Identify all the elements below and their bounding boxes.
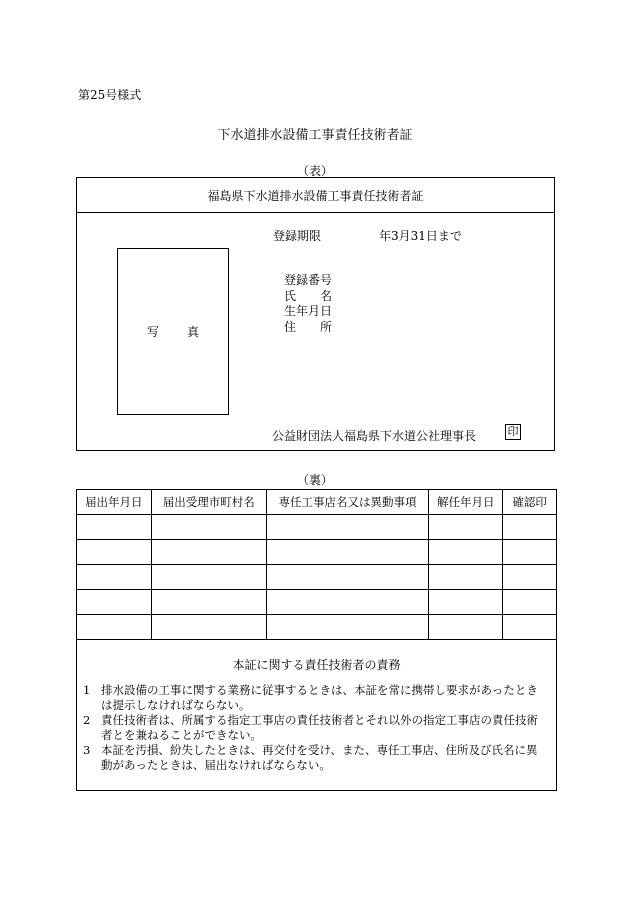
table-cell (77, 615, 151, 640)
table-cell (503, 540, 556, 565)
header-receiving-municipality: 届出受理市町村名 (151, 490, 266, 515)
table-cell (503, 615, 556, 640)
back-side-label: （裏） (296, 473, 333, 487)
table-cell (429, 540, 503, 565)
header-confirmation-seal: 確認印 (503, 490, 556, 515)
field-registration-number: 登録番号 (284, 273, 333, 287)
table-cell (151, 615, 266, 640)
table-cell (266, 565, 428, 590)
certificate-back (76, 489, 557, 791)
duties-list (83, 683, 549, 773)
header-notification-date: 届出年月日 (77, 490, 151, 515)
table-cell (77, 515, 151, 540)
table-cell (266, 590, 428, 615)
change-record-table (77, 490, 556, 640)
table-cell (266, 515, 428, 540)
header-contractor-or-change: 専任工事店名又は異動事項 (266, 490, 428, 515)
registration-period-label: 登録期限 (273, 229, 322, 243)
seal-mark: 印 (505, 424, 521, 440)
table-row (77, 615, 556, 640)
table-cell (429, 590, 503, 615)
table-cell (151, 540, 266, 565)
table-cell (266, 615, 428, 640)
duty-item (83, 743, 549, 773)
card-title: 福島県下水道排水設備工事責任技術者証 (77, 178, 554, 213)
duty-number: 3 (83, 743, 91, 757)
table-cell (503, 590, 556, 615)
table-cell (266, 540, 428, 565)
photo-label: 写真 (146, 325, 227, 339)
table-row (77, 590, 556, 615)
table-cell (151, 565, 266, 590)
table-row (77, 540, 556, 565)
field-name: 氏 名 (284, 288, 333, 303)
holder-fields (284, 273, 332, 335)
table-cell (429, 615, 503, 640)
table-row (77, 565, 556, 590)
table-cell (429, 565, 503, 590)
certificate-front (76, 177, 555, 451)
photo-box (117, 248, 229, 415)
table-cell (77, 590, 151, 615)
front-side-label: （表） (296, 164, 333, 178)
duty-text: 責任技術者は、所属する指定工事店の責任技術者とそれ以外の指定工事店の責任技術者とを兼ねることができない。 (101, 713, 538, 742)
duty-number: 1 (83, 683, 91, 697)
field-birth-date: 生年月日 (284, 304, 333, 318)
field-address: 住 所 (284, 319, 333, 334)
document-title: 下水道排水設備工事責任技術者証 (217, 128, 413, 143)
table-cell (77, 565, 151, 590)
table-cell (151, 590, 266, 615)
duties-title: 本証に関する責任技術者の責務 (232, 658, 401, 672)
table-cell (503, 565, 556, 590)
duty-item (83, 683, 549, 713)
registration-period-value: 年3月31日まで (379, 229, 462, 243)
table-cell (151, 515, 266, 540)
duty-item (83, 713, 549, 743)
table-cell (503, 515, 556, 540)
issuer-name: 公益財団法人福島県下水道公社理事長 (272, 429, 477, 443)
table-cell (429, 515, 503, 540)
header-dismissal-date: 解任年月日 (429, 490, 503, 515)
table-row (77, 515, 556, 540)
table-cell (77, 540, 151, 565)
duty-text: 本証を汚損、紛失したときは、再交付を受け、また、専任工事店、住所及び氏名に異動があったときは、届出なければならない。 (101, 743, 538, 772)
form-number: 第25号様式 (78, 88, 142, 102)
duty-text: 排水設備の工事に関する業務に従事するときは、本証を常に携帯し要求があったときは提示しなければならない。 (101, 683, 538, 712)
duty-number: 2 (83, 713, 91, 727)
